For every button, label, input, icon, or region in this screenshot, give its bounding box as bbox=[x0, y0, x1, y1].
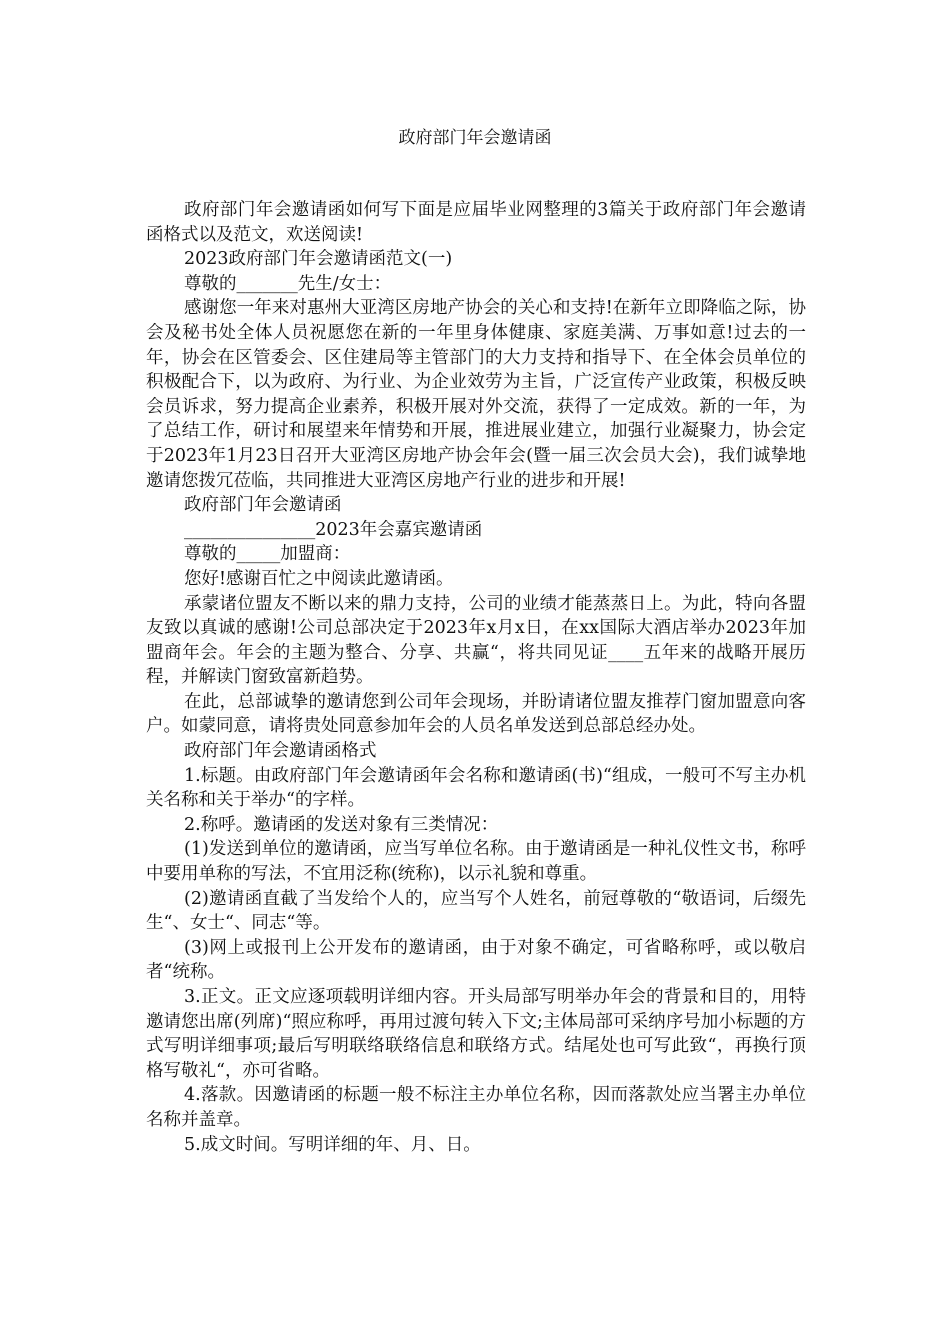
paragraph-body-2: 承蒙诸位盟友不断以来的鼎力支持，公司的业绩才能蒸蒸日上。为此，特向各盟友致以真诚的感谢!公司总部决定于2023年x月x日，在xx国际大酒店举办2023年加盟商年会。年会的主题为整合、分享、共赢“，将共同见证____五年来的战略开展历程，并解读门窗致富新趋势。 bbox=[146, 593, 806, 688]
paragraph-salutation-1: 尊敬的_______先生/女士： bbox=[184, 273, 392, 294]
paragraph-body-3: 在此，总部诚挚的邀请您到公司年会现场，并盼请诸位盟友推荐门窗加盟意向客户。如蒙同意，请将贵处同意参加年会的人员名单发送到总部总经办处。 bbox=[146, 691, 806, 737]
paragraph-format-salutation-2: (2)邀请函直截了当发给个人的，应当写个人姓名，前冠尊敬的“敬语词，后缀先生“、女士“、同志“等。 bbox=[146, 888, 806, 934]
document-body bbox=[146, 198, 806, 1157]
paragraph-format-heading: 政府部门年会邀请函格式 bbox=[184, 741, 377, 762]
paragraph-format-salutation: 2.称呼。邀请函的发送对象有三类情况： bbox=[184, 814, 499, 835]
paragraph-format-title: 1.标题。由政府部门年会邀请函年会名称和邀请函(书)“组成，一般可不写主办机关名称和关于举办“的字样。 bbox=[146, 765, 806, 811]
paragraph-format-salutation-1: (1)发送到单位的邀请函，应当写单位名称。由于邀请函是一种礼仪性文书，称呼中要用单称的写法，不宜用泛称(统称)，以示礼貌和尊重。 bbox=[146, 839, 806, 885]
paragraph-intro: 政府部门年会邀请函如何写下面是应届毕业网整理的3篇关于政府部门年会邀请函格式以及范文，欢送阅读! bbox=[146, 200, 806, 245]
paragraph-format-body: 3.正文。正文应逐项载明详细内容。开头局部写明举办年会的背景和目的，用特邀请您出席(列席)“照应称呼，再用过渡句转入下文;主体局部可采纳序号加小标题的方式写明详细事项;最后写明联络联络信息和联络方式。结尾处也可写此致“，再换行顶格写敬礼“，亦可省略。 bbox=[146, 987, 806, 1081]
paragraph-greeting: 您好!感谢百忙之中阅读此邀请函。 bbox=[184, 568, 454, 589]
paragraph-body-1: 感谢您一年来对惠州大亚湾区房地产协会的关心和支持!在新年立即降临之际，协会及秘书处全体人员祝愿您在新的一年里身体健康、家庭美满、万事如意!过去的一年，协会在区管委会、区住建局等主管部门的大力支持和指导下、在全体会员单位的积极配合下，以为政府、为行业、为企业效劳为主旨，广泛宣传产业政策，积极反映会员诉求，努力提高企业素养，积极开展对外交流，获得了一定成效。新的一年，为了总结工作，研讨和展望来年情势和开展，推进展业建立，加强行业凝聚力，协会定于2023年1月23日召开大亚湾区房地产协会年会(暨一届三次会员大会)，我们诚挚地邀请您拨冗莅临，共同推进大亚湾区房地产行业的进步和开展! bbox=[146, 298, 806, 491]
paragraph-subheading-1: 政府部门年会邀请函 bbox=[184, 495, 342, 516]
paragraph-format-date: 5.成文时间。写明详细的年、月、日。 bbox=[184, 1134, 481, 1155]
paragraph-format-signature: 4.落款。因邀请函的标题一般不标注主办单位名称，因而落款处应当署主办单位名称并盖章。 bbox=[146, 1085, 806, 1130]
paragraph-salutation-2: 尊敬的_____加盟商： bbox=[184, 544, 351, 565]
document-title: 政府部门年会邀请函 bbox=[398, 128, 552, 148]
paragraph-guest-invite-title: _______________2023年会嘉宾邀请函 bbox=[184, 519, 483, 540]
paragraph-format-salutation-3: (3)网上或报刊上公开发布的邀请函，由于对象不确定，可省略称呼，或以敬启者“统称。 bbox=[146, 937, 806, 983]
paragraph-sample-heading: 2023政府部门年会邀请函范文(一) bbox=[184, 249, 453, 270]
